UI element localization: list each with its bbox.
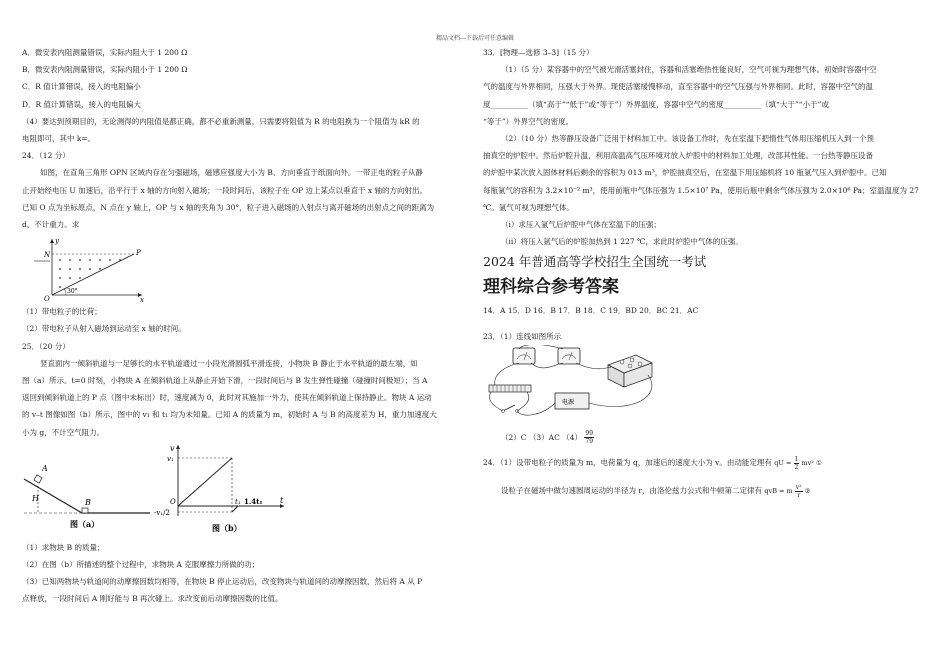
q25-text-line3: 返回到倾斜轨道上的 P 点（图中未标出）时，速度减为 0，此时对其施加一外力，使其在倾斜轨道上保持静止。物块 A 运动 bbox=[22, 393, 432, 403]
q25-text-line5: 小为 g，不计空气阻力。 bbox=[22, 427, 105, 437]
q33-part1-line3: 度__________（填“高于”“低于”或“等于”）外界温度，容器中空气的密度__________（填“大于”“小于”或 bbox=[483, 99, 829, 109]
x-axis-label: x bbox=[140, 296, 144, 304]
a24-eq1-den: 2 bbox=[794, 463, 799, 471]
left-column bbox=[22, 44, 467, 608]
figure-b bbox=[154, 444, 284, 533]
origin-label: O bbox=[44, 295, 50, 304]
page-header: 精品文档---下载后可任意编辑 bbox=[435, 35, 515, 42]
q33-part1-line4: “等于”）外界空气的密度。 bbox=[483, 116, 574, 126]
q25-text-line1: 竖直面内一倾斜轨道与一足够长的水平轨道通过一小段光滑圆弧平滑连接，小物块 B 静止于水平轨道的最左端，如 bbox=[40, 358, 418, 368]
q24-part1: （1）带电粒子的比荷； bbox=[22, 307, 102, 317]
a24-eq2-lhs: qvB = m bbox=[764, 487, 793, 496]
q25-title: 25．（20 分） bbox=[22, 341, 70, 351]
option-c: C．R 值计算错误，接入的电阻偏小 bbox=[22, 82, 141, 92]
neg-v1-half-label: -v₁/2 bbox=[154, 508, 170, 517]
a24-line1 bbox=[483, 454, 931, 472]
q25-text-line2: 图（a）所示。t=0 时刻，小物块 A 在倾斜轨道上从静止开始下滑，一段时间后与 B 发生弹性碰撞（碰撞时间极短）；当 A bbox=[22, 376, 428, 386]
a24-eq2 bbox=[764, 483, 811, 499]
a24-line2 bbox=[483, 482, 931, 500]
q23-part4-line1: （4）要达到预期目的，无论测得的内阻值是都正确，都不必重新测量，只需要将阻值为 R 的电阻换为一个阻值为 kR 的 bbox=[22, 116, 420, 126]
point-n-label: N bbox=[44, 251, 51, 260]
point-p-label: P bbox=[136, 249, 141, 258]
a24-eq1-num: 1 bbox=[794, 455, 799, 463]
block-b-label: B bbox=[85, 497, 91, 507]
figure-a-caption: 图（a） bbox=[70, 518, 100, 529]
v-axis-label: v bbox=[170, 443, 175, 453]
q24-text-line3: 已知 O 点为坐标原点，N 点在 y 轴上，OP 与 x 轴的夹角为 30°，粒子进入磁场的入射点与离开磁场的出射点之间的距离为 bbox=[22, 202, 435, 212]
q33-part1-line1: （1）（5 分）某容器中的空气被光滑活塞封住，容器和活塞绝热性能良好，空气可视为理想气体。初始时容器中空 bbox=[501, 65, 877, 75]
q33-part2-line2: 抽真空的炉腔中。然后炉腔升温，利用高温高气压环境对放入炉腔中的材料加工处理，改部其性能。一台热等静压设备 bbox=[483, 151, 873, 161]
q33-sub-i: （i）求压入氩气后炉腔中气体在室温下的压强； bbox=[501, 220, 661, 230]
q25-part3-line1: （3）已知两物块与轨道间的动摩擦因数均相等，在物块 B 停止运动后，改变物块与轨道间的动摩擦因数，然后将 A 从 P bbox=[22, 577, 423, 587]
option-d: D．R 值计算错误，接入的电阻偏大 bbox=[22, 99, 142, 109]
figure-a bbox=[24, 464, 150, 529]
angle-label: 30° bbox=[67, 288, 78, 296]
q25-text-line4: 的 v–t 图像如图（b）所示，图中的 v₁ 和 t₁ 均为未知量。已知 A 的质量为 m，初始时 A 与 B 的高度差为 H，重力加速度大 bbox=[22, 410, 437, 420]
figure-b-caption: 图（b） bbox=[212, 522, 242, 533]
q24-text-line2: 止开始经电压 U 加速后，沿平行于 x 轴的方向射入磁场；一段时间后，该粒子在 OP 边上某点以垂直于 x 轴的方向射出。 bbox=[22, 185, 428, 195]
incline-and-vt-graph bbox=[22, 441, 462, 539]
a24-eq2-frac bbox=[795, 484, 803, 499]
q25-figures bbox=[22, 441, 467, 539]
q33-part2-line1: （2）（10 分）热等静压设备广泛用于材料加工中。该设备工作时，先在室温下把惰性气体用压缩机压入到一个预 bbox=[501, 134, 874, 144]
triangle-field-diagram bbox=[22, 233, 152, 303]
a24-eq1-rhs: mv² bbox=[801, 459, 814, 468]
q33-part2-line3: 的炉腔中某次放入固体材料后剩余的容积为 013 m³，炉腔抽真空后，在室温下用压缩机将 10 瓶氩气压入到炉腔中。已知 bbox=[483, 168, 887, 178]
q24-text-line4: d，不计重力。求 bbox=[22, 220, 80, 230]
q33-part2-line4: 每瓶氩气的容积为 3.2×10⁻² m³，使用前瓶中气体压强为 1.5×10⁷ Pa，使用后瓶中剩余气体压强为 2.0×10⁶ Pa；室温温度为 27 bbox=[483, 185, 919, 195]
option-a: A．微安表内阻测量错误，实际内阻大于 1 200 Ω bbox=[22, 48, 188, 57]
a24-eq2-tag: ② bbox=[804, 487, 811, 496]
a24-line2-text: 设粒子在磁场中做匀速圆周运动的半径为 r，由洛伦兹力公式和牛顿第二定律有 bbox=[501, 486, 762, 496]
a24-eq1-lhs: qU = bbox=[774, 459, 792, 468]
a24-eq1 bbox=[774, 455, 822, 471]
right-column bbox=[483, 44, 931, 500]
a23-fraction bbox=[584, 430, 594, 445]
circuit-diagram bbox=[483, 345, 683, 429]
q33-title: 33．[物理—选修 3–3]（15 分） bbox=[483, 48, 594, 57]
answer-title: 理科综合参考答案 bbox=[483, 277, 619, 298]
q24-part2: （2）带电粒子从射入磁场到运动至 x 轴的时间。 bbox=[22, 324, 186, 334]
a24-eq2-num: v² bbox=[795, 483, 802, 491]
v1-label: v₁ bbox=[167, 454, 174, 463]
t14-label: 1.4t₁ bbox=[244, 496, 263, 506]
q25-part2: （2）在图（b）所描述的整个过程中，求物块 A 克服摩擦力所做的功； bbox=[22, 560, 260, 570]
q33-sub-ii: （ii）将压入氩气后的炉腔加热到 1 227 ℃，求此时炉腔中气体的压强。 bbox=[501, 237, 743, 247]
circuit-figure bbox=[483, 345, 931, 429]
a24-eq1-tag: ① bbox=[815, 459, 822, 468]
origin-o-label: O bbox=[170, 497, 176, 506]
a24-eq2-den: r bbox=[797, 491, 801, 499]
exam-title: 2024 年普通高等学校招生全国统一考试 bbox=[483, 254, 707, 270]
q23-part4-line2: 电阻即可，其中 k=。 bbox=[22, 134, 96, 144]
q24-title: 24．（12 分） bbox=[22, 151, 70, 161]
a23-label: 23．（1）连线如图所示 bbox=[483, 331, 562, 341]
a24-eq1-frac bbox=[794, 456, 800, 471]
a23-answers-text: （2）C （3）AC （4） bbox=[501, 432, 582, 442]
q33-part1-line2: 气的温度与外界相同，压强大于外界。现使活塞缓慢移动，直至容器中的空气压强与外界相同。此时，容器中空气的温 bbox=[483, 82, 873, 92]
t1-label: t₁ bbox=[235, 497, 241, 506]
block-a-label: A bbox=[42, 463, 48, 473]
option-b: B．微安表内阻测量错误，实际内阻小于 1 200 Ω bbox=[22, 65, 188, 75]
answer-key: 14．A 15．D 16．B 17．B 18．C 19．BD 20．BC 21．AC bbox=[483, 306, 699, 316]
q33-part2-line5: ℃。氩气可视为理想气体。 bbox=[483, 202, 574, 212]
y-axis-label: y bbox=[55, 237, 59, 246]
q24-text-line1: 如图，在直角三角形 OPN 区域内存在匀强磁场，磁感应强度大小为 B、方向垂直于纸面向外。一带正电的粒子从静 bbox=[40, 168, 423, 178]
a23-part2-4 bbox=[483, 429, 931, 446]
t-axis-label: t bbox=[280, 495, 284, 505]
a24-line1-text: 24．（1）设带电粒子的质量为 m，电荷量为 q，加速后的速度大小为 v。由动能定理有 bbox=[483, 458, 772, 468]
q25-part3-line2: 点释放，一段时间后 A 刚好能与 B 再次碰上。求改变前后动摩擦因数的比值。 bbox=[22, 594, 283, 604]
q25-part1: （1）求物块 B 的质量； bbox=[22, 542, 105, 552]
a23-frac-num: 99 bbox=[585, 430, 594, 438]
q24-figure bbox=[22, 233, 467, 303]
a23-frac-den: 79 bbox=[585, 438, 594, 446]
power-box-label: 电源 bbox=[562, 398, 575, 406]
height-h-label: H bbox=[32, 493, 39, 503]
